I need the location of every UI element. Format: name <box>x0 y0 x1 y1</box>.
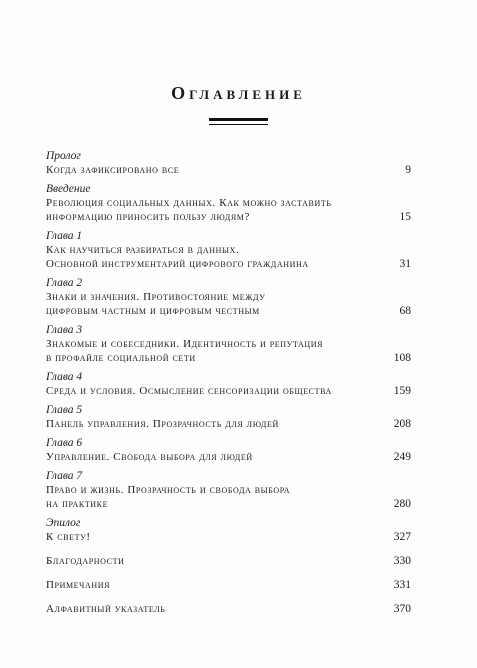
toc-entry-title-line: Панель управления. Прозрачность для людей <box>46 418 279 430</box>
toc-entry-row <box>46 602 411 616</box>
toc-entry-title <box>46 163 179 177</box>
toc-entry-acknowledgements <box>46 554 411 568</box>
toc-entry-row <box>46 384 411 398</box>
toc-entry-page-number: 15 <box>399 211 411 223</box>
toc-entry-label: Введение <box>46 183 91 195</box>
toc-entry-page-number: 68 <box>399 305 411 317</box>
toc-entry-title <box>46 483 290 511</box>
toc-entry-title-line: информацию приносить пользу людям? <box>46 211 250 223</box>
toc-entry-row <box>46 243 411 271</box>
toc-entry-label: Глава 6 <box>46 437 83 449</box>
toc-entry-row <box>46 578 411 592</box>
toc-entry-label: Глава 3 <box>46 324 83 336</box>
toc-entry-row <box>46 196 411 224</box>
toc-entry-title-line: Управление. Свобода выбора для людей <box>46 451 253 463</box>
toc-entry-chapter-1 <box>46 230 411 271</box>
toc-entry-label: Пролог <box>46 150 81 162</box>
toc-entry-title-line: К свету! <box>46 531 91 543</box>
toc-entry-title <box>46 530 91 544</box>
toc-entry-row <box>46 483 411 511</box>
title-rule-thick <box>209 118 268 121</box>
toc-entry-page-number: 249 <box>393 451 411 463</box>
toc-entry-title <box>46 384 332 398</box>
toc-entry-page-number: 327 <box>393 531 411 543</box>
toc-entry-row <box>46 163 411 177</box>
toc-entry-chapter-2 <box>46 277 411 318</box>
toc-entry-title-line: Право и жизнь. Прозрачность и свобода выбора <box>46 484 291 496</box>
toc-entry-label: Глава 5 <box>46 404 83 416</box>
toc-entry-title-line: Знакомые и собеседники. Идентичность и репутация <box>46 338 324 350</box>
toc-entry-page-number: 108 <box>393 352 411 364</box>
toc-entry-row <box>46 530 411 544</box>
toc-entry-title-line: Революция социальных данных. Как можно заставить <box>46 197 332 209</box>
table-of-contents <box>46 150 411 626</box>
toc-entry-title-line: Знаки и значения. Противостояние между <box>46 291 266 303</box>
toc-entry-epilogue <box>46 517 411 544</box>
toc-entry-title <box>46 243 309 271</box>
toc-entry-chapter-4 <box>46 371 411 398</box>
toc-entry-page-number: 159 <box>393 385 411 397</box>
toc-entry-index <box>46 602 411 616</box>
toc-entry-title-line: в профайле социальной сети <box>46 352 196 364</box>
title-rule-thin <box>209 124 268 125</box>
toc-entry-title <box>46 337 323 365</box>
toc-entry-label: Эпилог <box>46 517 81 529</box>
toc-entry-label: Глава 4 <box>46 371 83 383</box>
toc-entry-title-line: цифровым частным и цифровым честным <box>46 305 260 317</box>
toc-entry-chapter-7 <box>46 470 411 511</box>
toc-entry-row <box>46 417 411 431</box>
toc-entry-title <box>46 196 332 224</box>
toc-entry-notes <box>46 578 411 592</box>
toc-entry-page-number: 208 <box>393 418 411 430</box>
toc-entry-title: Алфавитный указатель <box>46 603 166 615</box>
toc-entry-page-number: 330 <box>393 555 411 567</box>
toc-entry-page-number: 31 <box>399 258 411 270</box>
toc-entry-title-line: Основной инструментарий цифрового гражданина <box>46 258 309 270</box>
toc-entry-page-number: 280 <box>393 498 411 510</box>
page-title: Оглавление <box>171 83 306 103</box>
toc-entry-page-number: 331 <box>393 579 411 591</box>
toc-entry-title-line: Когда зафиксировано все <box>46 164 180 176</box>
toc-entry-chapter-5 <box>46 404 411 431</box>
toc-entry-label: Глава 1 <box>46 230 83 242</box>
toc-entry-chapter-6 <box>46 437 411 464</box>
toc-entry-row <box>46 337 411 365</box>
toc-entry-title <box>46 417 279 431</box>
toc-entry-page-number: 370 <box>393 603 411 615</box>
toc-entry-title-line: Как научиться разбираться в данных. <box>46 244 240 256</box>
toc-entry-chapter-3 <box>46 324 411 365</box>
toc-entry-row <box>46 554 411 568</box>
toc-entry-title-line: Среда и условия. Осмысление сенсоризации общества <box>46 385 332 397</box>
toc-entry-introduction <box>46 183 411 224</box>
toc-entry-label: Глава 2 <box>46 277 83 289</box>
toc-entry-label: Глава 7 <box>46 470 83 482</box>
toc-entry-page-number: 9 <box>405 164 411 176</box>
toc-entry-row <box>46 290 411 318</box>
toc-entry-title-line: на практике <box>46 498 109 510</box>
toc-entry-title <box>46 290 265 318</box>
toc-entry-row <box>46 450 411 464</box>
toc-entry-title <box>46 450 253 464</box>
toc-entry-prologue <box>46 150 411 177</box>
toc-entry-title: Благодарности <box>46 555 125 567</box>
toc-entry-title: Примечания <box>46 579 111 591</box>
